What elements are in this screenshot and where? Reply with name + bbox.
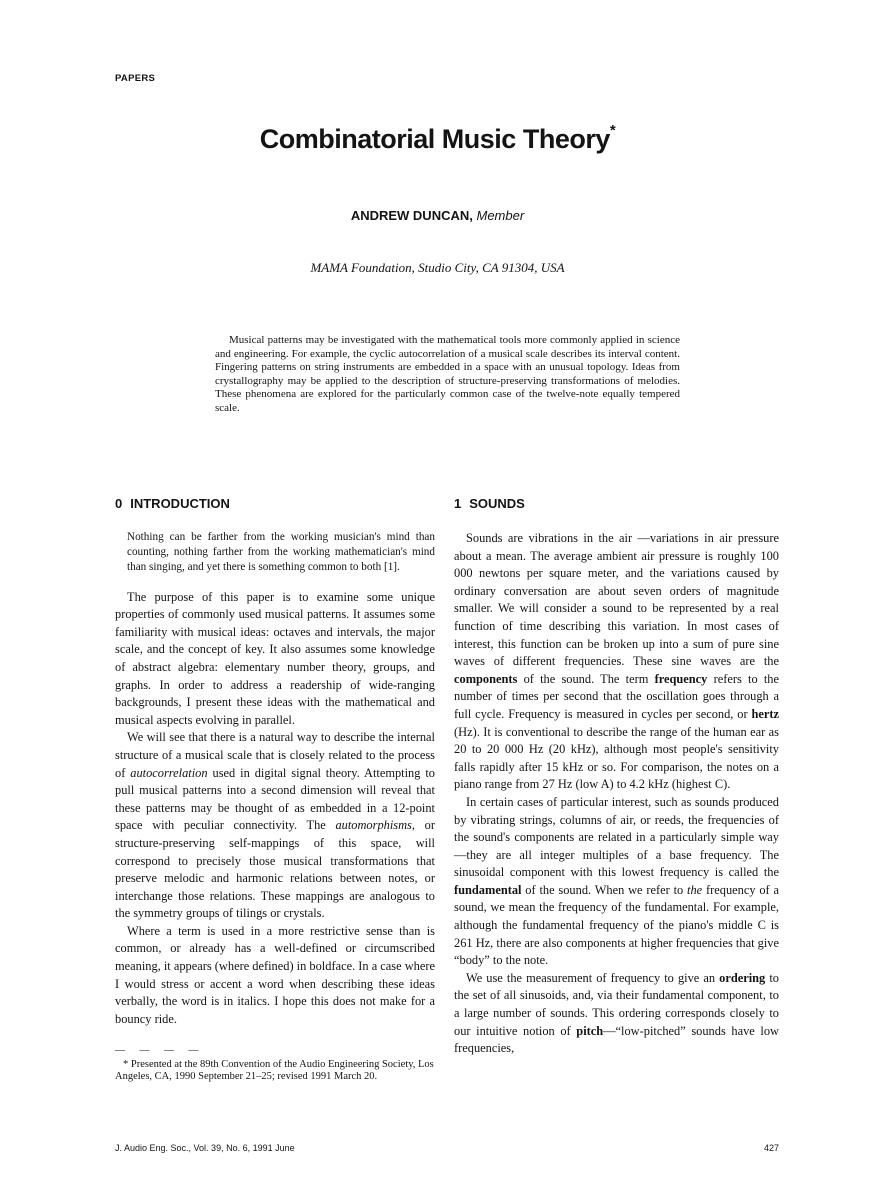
text-run: , or structure-preserving self-mappings of this space, will correspond to precisely those musical transformations that preserve melodic and harmonic relations between notes, or interchange those relations. These mappings are analogous to the symmetry groups of tilings or crystals. [115, 818, 435, 921]
paper-title [0, 124, 875, 155]
text-run: —“low-pitched” sounds have low frequencies, [454, 1023, 779, 1056]
bold-term: hertz [751, 706, 779, 721]
journal-citation: J. Audio Eng. Soc., Vol. 39, No. 6, 1991 June [115, 1143, 295, 1153]
footnote [115, 1045, 435, 1083]
right-column [454, 496, 779, 1058]
page-number: 427 [763, 1143, 779, 1153]
paragraph: The purpose of this paper is to examine some unique properties of commonly used musical patterns. It assumes some familiarity with musical ideas: octaves and intervals, the major scale, and the concept of key. It also assumes some knowledge of abstract algebra: elementary number theory, groups, and graphs. In order to address a readership of wide-ranging backgrounds, I present these ideas with the mathematical and musical aspects evolving in parallel. [115, 589, 435, 727]
left-column [115, 496, 435, 1028]
footnote-text-block [115, 1059, 435, 1083]
section-title: SOUNDS [469, 496, 525, 511]
bold-term: frequency [654, 671, 708, 686]
running-header: PAPERS [115, 73, 156, 84]
text-run: (Hz). It is conventional to describe the range of the human ear as 20 to 20 000 Hz (20 kHz), although most people's sensitivity falls rapidly after 15 kHz or so. For comparison, the notes on a piano range from 27 Hz (low A) to 4.2 kHz (highest C). [454, 724, 779, 792]
italic-term: automorphisms [335, 818, 412, 833]
affiliation: MAMA Foundation, Studio City, CA 91304, USA [310, 260, 565, 275]
paper-title-text: Combinatorial Music Theory [259, 124, 610, 154]
author-role: Member [476, 208, 525, 223]
section-title: INTRODUCTION [130, 496, 230, 511]
paragraph [454, 530, 779, 794]
section-heading-sounds [454, 496, 779, 512]
italic-term: autocorrelation [130, 765, 208, 780]
footnote-mark: * [123, 1059, 129, 1070]
bold-term: ordering [719, 970, 766, 985]
title-footnote-mark: * [609, 122, 616, 139]
author-name: ANDREW DUNCAN, [350, 208, 473, 223]
text-run: used in digital signal theory. Attempting to pull musical patterns into a second dimension will reveal that these patterns may be thought of as embedded in a 12-point space with peculiar connectivity. The [115, 765, 435, 833]
epigraph: Nothing can be farther from the working musician's mind than counting, nothing farther from the working mathematician's mind than singing, and yet there is something common to both [1]. [127, 531, 435, 574]
paragraph [115, 729, 435, 923]
paragraph [454, 794, 779, 970]
bold-term: components [454, 671, 518, 686]
text-run: We will see that there is a natural way to describe the internal structure of a musical scale that is closely related to the process of [115, 730, 435, 780]
text-run: We use the measurement of frequency to give an [466, 970, 720, 985]
section-number: 0 [115, 496, 123, 511]
bold-term: fundamental [454, 882, 522, 897]
paragraph: Where a term is used in a more restrictive sense than is common, or already has a well-defined or circumscribed meaning, it appears (where defined) in boldface. In a case where I would stress or accent a word when describing these ideas verbally, the word is in italics. I hope this does not make for a bouncy ride. [115, 923, 435, 1026]
text-run: to the set of all sinusoids, and, via their fundamental component, to a large number of sounds. This ordering corresponds closely to our intuitive notion of [454, 970, 779, 1038]
text-run: In certain cases of particular interest, such as sounds produced by vibrating strings, columns of air, or reeds, the frequencies of the sound's components are related in a particularly simple way—they are all integer multiples of a base frequency. The sinusoidal component with this lowest frequency is called the [454, 794, 779, 880]
text-run: of the sound. When we refer to [521, 882, 688, 897]
paragraph [454, 970, 779, 1058]
author-line [0, 208, 875, 223]
bold-term: pitch [576, 1023, 604, 1038]
section-number: 1 [454, 496, 462, 511]
footnote-rule: — — — — [115, 1045, 205, 1056]
abstract: Musical patterns may be investigated with the mathematical tools more commonly applied in science and engineering. For example, the cyclic autocorrelation of a musical scale describes its interval content. Fingering patterns on string instruments are embedded in a space with an unusual topology. Ideas from crystallography may be applied to the description of structure-preserving transformations of melodies. These phenomena are explored for the particularly common case of the twelve-note equally tempered scale. [215, 334, 680, 414]
section-heading-introduction [115, 496, 435, 512]
text-run: refers to the number of times per second that the oscillation goes through a full cycle. Frequency is measured in cycles per second, or [454, 671, 779, 721]
italic-term: the [687, 882, 703, 897]
text-run: Sounds are vibrations in the air —variations in air pressure about a mean. The average ambient air pressure is roughly 100 000 newtons per square meter, and the variations caused by ordinary conversation are about seven orders of magnitude smaller. We will consider a sound to be represented by a real function of time describing this variation. In most cases of interest, this function can be broken up into a sum of pure sine waves of different frequencies. These sine waves are the [454, 531, 779, 669]
footnote-text: Presented at the 89th Convention of the Audio Engineering Society, Los Angeles, CA, 1990 September 21–25; revised 1991 March 20. [115, 1059, 434, 1082]
epigraph-block [115, 530, 435, 576]
text-run: frequency of a sound, we mean the frequency of the fundamental. For example, although the fundamental frequency of the piano's middle C is 261 Hz, there are also components at higher frequencies that give “body” to the note. [454, 882, 780, 968]
text-run: of the sound. The term [517, 671, 655, 686]
